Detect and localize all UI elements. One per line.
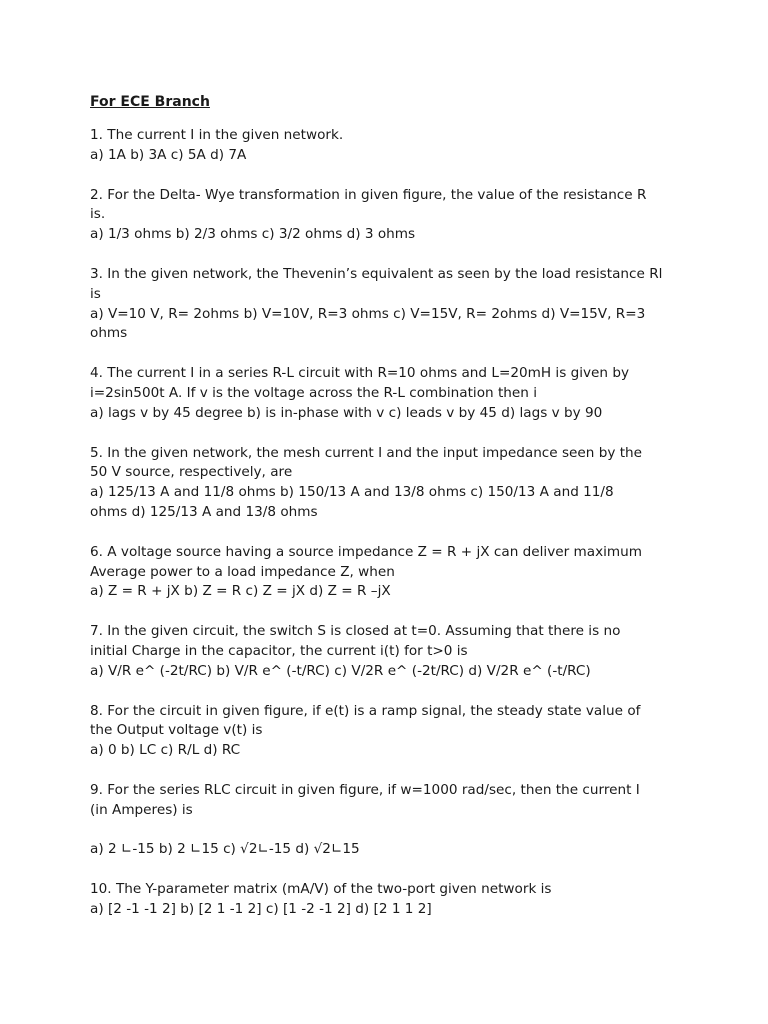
answer-options: a) lags v by 45 degree b) is in-phase with v c) leads v by 45 d) lags v by 90 <box>90 404 603 421</box>
answer-options: a) 125/13 A and 11/8 ohms b) 150/13 A and 13/8 ohms c) 150/13 A and 11/8 <box>90 484 614 501</box>
question-line: i=2sin500t A. If v is the voltage across the R-L combination then i <box>90 384 537 401</box>
answer-options: a) 0 b) LC c) R/L d) RC <box>90 742 241 759</box>
question-line: 4. The current I in a series R-L circuit with R=10 ohms and L=20mH is given by <box>90 365 630 382</box>
question-line: 8. For the circuit in given figure, if e(t) is a ramp signal, the steady state value of <box>90 702 641 719</box>
question-10 <box>90 880 700 920</box>
question-2 <box>90 186 700 245</box>
document-heading: For ECE Branch <box>90 94 210 110</box>
question-line: (in Amperes) is <box>90 801 193 818</box>
question-line: 50 V source, respectively, are <box>90 464 293 481</box>
question-6 <box>90 543 700 602</box>
question-line: 9. For the series RLC circuit in given figure, if w=1000 rad/sec, then the current I <box>90 781 640 798</box>
question-line: 2. For the Delta- Wye transformation in given figure, the value of the resistance R <box>90 186 647 203</box>
question-line: 7. In the given circuit, the switch S is closed at t=0. Assuming that there is no <box>90 623 621 640</box>
question-3 <box>90 265 700 344</box>
question-line: is. <box>90 206 106 223</box>
answer-options: a) V/R e^ (-2t/RC) b) V/R e^ (-t/RC) c) V/2R e^ (-2t/RC) d) V/2R e^ (-t/RC) <box>90 662 591 679</box>
question-1 <box>90 126 700 166</box>
answer-options: ohms <box>90 325 128 342</box>
question-line: 1. The current I in the given network. <box>90 127 344 143</box>
answer-options: a) Z = R + jX b) Z = R c) Z = jX d) Z = R –jX <box>90 583 391 600</box>
answer-options: a) V=10 V, R= 2ohms b) V=10V, R=3 ohms c) V=15V, R= 2ohms d) V=15V, R=3 <box>90 305 646 322</box>
answer-options: ohms d) 125/13 A and 13/8 ohms <box>90 503 318 520</box>
answer-options: a) 2 ∟-15 b) 2 ∟15 c) √2∟-15 d) √2∟15 <box>90 841 360 858</box>
question-line: 3. In the given network, the Thevenin’s equivalent as seen by the load resistance Rl <box>90 265 663 282</box>
answer-options: a) [2 -1 -1 2] b) [2 1 -1 2] c) [1 -2 -1 2] d) [2 1 1 2] <box>90 900 432 917</box>
question-7 <box>90 622 700 681</box>
blank-line <box>90 821 700 841</box>
question-line: the Output voltage v(t) is <box>90 722 263 739</box>
question-line: initial Charge in the capacitor, the current i(t) for t>0 is <box>90 642 468 659</box>
question-9 <box>90 781 700 860</box>
question-4 <box>90 364 700 423</box>
question-line: 10. The Y-parameter matrix (mA/V) of the two-port given network is <box>90 881 552 898</box>
answer-options: a) 1/3 ohms b) 2/3 ohms c) 3/2 ohms d) 3 ohms <box>90 226 416 243</box>
question-line: Average power to a load impedance Z, when <box>90 563 395 580</box>
document-page <box>90 92 700 940</box>
answer-options: a) 1A b) 3A c) 5A d) 7A <box>90 146 247 163</box>
question-5 <box>90 444 700 523</box>
question-line: is <box>90 285 101 302</box>
question-line: 5. In the given network, the mesh current I and the input impedance seen by the <box>90 444 643 461</box>
question-8 <box>90 702 700 761</box>
question-line: 6. A voltage source having a source impedance Z = R + jX can deliver maximum <box>90 543 643 560</box>
